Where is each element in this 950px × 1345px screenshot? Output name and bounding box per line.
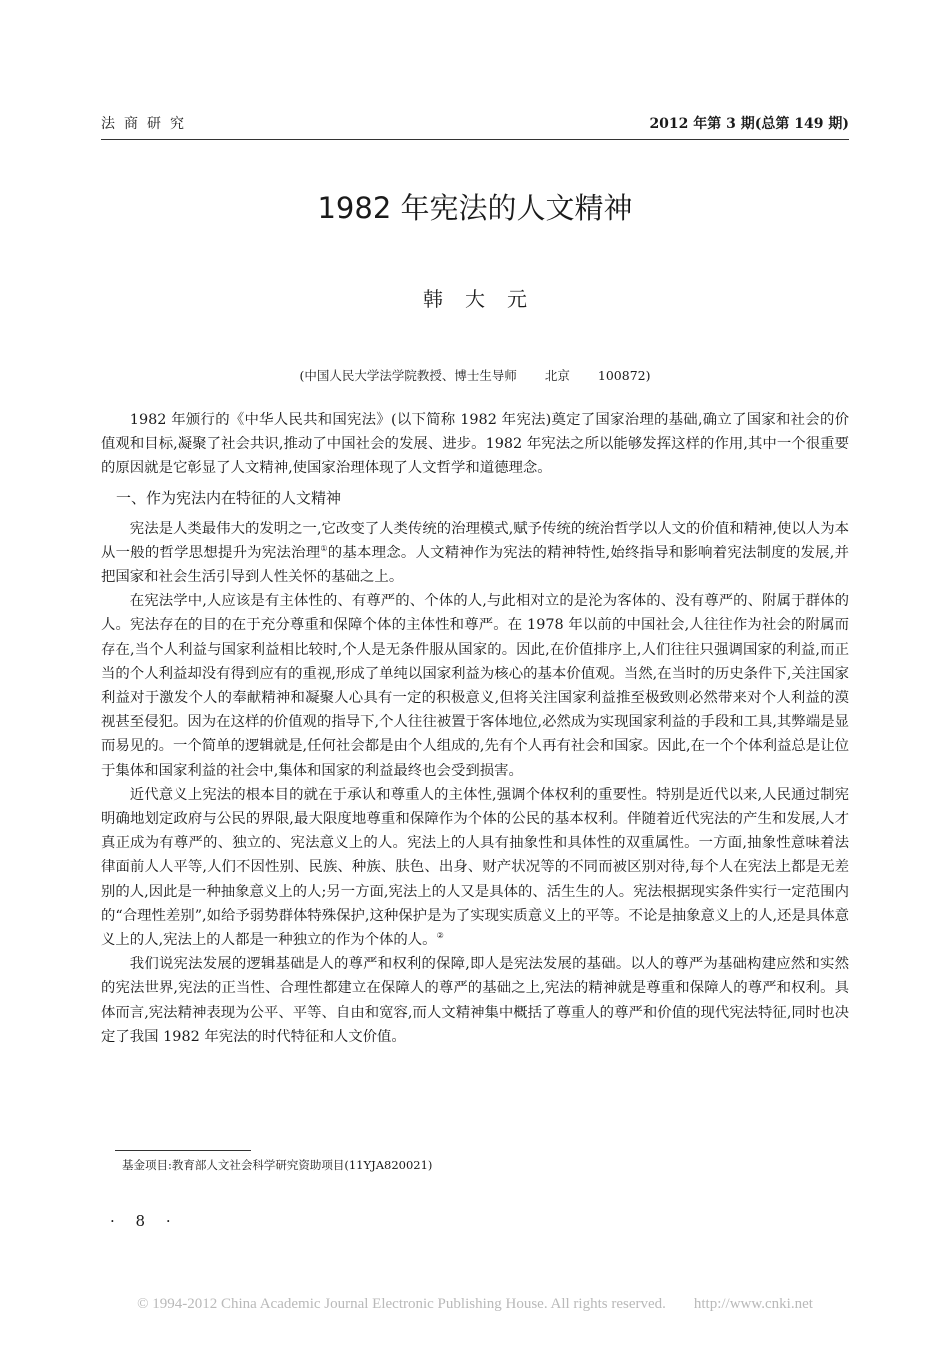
paragraph-4: 我们说宪法发展的逻辑基础是人的尊严和权利的保障,即人是宪法发展的基础。以人的尊严为基础构建应然和实然的宪法世界,宪法的正当性、合理性都建立在保障人的尊严的基础之上,宪法的精神就是尊重和保障人的尊严和权利。具体而言,宪法精神表现为公平、平等、自由和宽容,而人文精神集中概括了尊重人的尊严和价值的现代宪法特征,同时也决定了我国 1982 年宪法的时代特征和人文价值。: [101, 956, 849, 1045]
affiliation-org: (中国人民大学法学院教授、博士生导师: [299, 368, 517, 383]
article-body: [101, 408, 849, 1049]
copyright-notice: [0, 1296, 950, 1313]
footnote-ref-1: ①: [320, 544, 328, 554]
journal-name: 法商研究: [101, 116, 193, 132]
footnote-ref-2: ②: [436, 931, 444, 941]
cnki-link[interactable]: http://www.cnki.net: [693, 1296, 813, 1312]
funding-footnote: 基金项目:教育部人文社会科学研究资助项目(11YJA820021): [122, 1158, 433, 1172]
issue-info: 2012 年第 3 期(总第 149 期): [649, 116, 849, 132]
author-affiliation: [0, 366, 950, 384]
intro-paragraph: 1982 年颁行的《中华人民共和国宪法》(以下简称 1982 年宪法)奠定了国家治理的基础,确立了国家和社会的价值观和目标,凝聚了社会共识,推动了中国社会的发展、进步。1982 年宪法之所以能够发挥这样的作用,其中一个很重要的原因就是它彰显了人文精神,使国家治理体现了人文哲学和道德理念。: [101, 412, 849, 477]
page-number: · 8 ·: [110, 1212, 179, 1230]
copyright-text: © 1994-2012 China Academic Journal Electronic Publishing House. All rights reserved.: [137, 1296, 666, 1312]
running-header: [101, 113, 849, 137]
paragraph-2: 在宪法学中,人应该是有主体性的、有尊严的、个体的人,与此相对立的是沦为客体的、没有尊严的、附属于群体的人。宪法存在的目的在于充分尊重和保障个体的主体性和尊严。在 1978 年以前的中国社会,人往往作为社会的附属而存在,当个人利益与国家利益相比较时,个人是无条件服从国家的。因此,在价值排序上,人们往往只强调国家的利益,而正当的个人利益却没有得到应有的重视,形成了单纯以国家利益为核心的基本价值观。当然,在当时的历史条件下,关注国家利益对于激发个人的奉献精神和凝聚人心具有一定的积极意义,但将关注国家利益推至极致则必然带来对个人利益的漠视甚至侵犯。因为在这样的价值观的指导下,个人往往被置于客体地位,必然成为实现国家利益的手段和工具,其弊端是显而易见的。一个简单的逻辑就是,任何社会都是由个人组成的,先有个人再有社会和国家。因此,在一个个体利益总是让位于集体和国家利益的社会中,集体和国家的利益最终也会受到损害。: [101, 593, 849, 779]
paragraph-3: 近代意义上宪法的根本目的就在于承认和尊重人的主体性,强调个体权利的重要性。特别是近代以来,人民通过制宪明确地划定政府与公民的界限,最大限度地尊重和保障作为个体的公民的基本权利。伴随着近代宪法的产生和发展,人才真正成为有尊严的、独立的、宪法意义上的人。宪法上的人具有抽象性和具体性的双重属性。一方面,抽象性意味着法律面前人人平等,人们不因性别、民族、种族、肤色、出身、财产状况等的不同而被区别对待,每个人在宪法上都是无差别的人,因此是一种抽象意义上的人;另一方面,宪法上的人又是具体的、活生生的人。宪法根据现实条件实行一定范围内的“合理性差别”,如给予弱势群体特殊保护,这种保护是为了实现实质意义上的平等。不论是抽象意义上的人,还是具体意义上的人,宪法上的人都是一种独立的作为个体的人。②: [101, 786, 849, 949]
section-heading: 一、作为宪法内在特征的人文精神: [116, 488, 342, 507]
header-rule: [101, 139, 849, 140]
affiliation-city: 北京: [544, 368, 570, 383]
paragraph-1: 宪法是人类最伟大的发明之一,它改变了人类传统的治理模式,赋予传统的统治哲学以人文的价值和精神,使以人为本从一般的哲学思想提升为宪法治理①的基本理念。人文精神作为宪法的精神特性,始终指导和影响着宪法制度的发展,并把国家和社会生活引导到人性关怀的基础之上。: [101, 520, 849, 586]
affiliation-postcode: 100872): [597, 368, 651, 383]
article-title: 1982 年宪法的人文精神: [317, 191, 633, 225]
author-name: 韩大元: [423, 287, 549, 311]
footnote-rule: [115, 1150, 251, 1151]
